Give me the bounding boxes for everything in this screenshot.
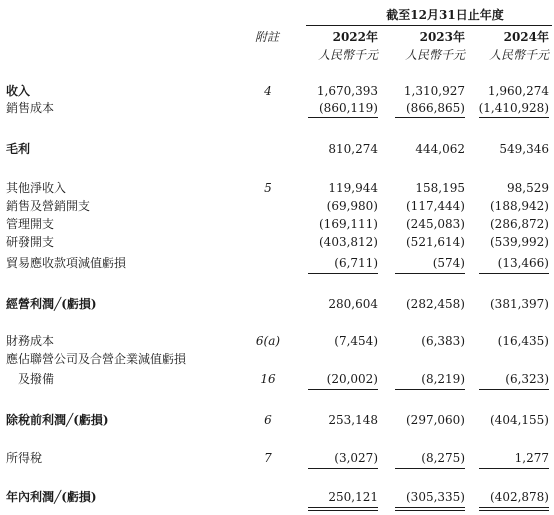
row-label-other-net-income: 其他淨收入	[6, 181, 67, 195]
subtotal-rule	[479, 273, 549, 274]
note-column-heading: 附註	[255, 30, 280, 44]
cell-rd-expenses-2022: (403,812)	[319, 235, 378, 249]
total-double-rule	[308, 507, 378, 511]
cell-gross-profit-2023: 444,062	[415, 142, 465, 156]
cell-profit-before-tax-2024: (404,155)	[490, 413, 549, 427]
cell-gross-profit-2024: 549,346	[499, 142, 549, 156]
subtotal-rule	[395, 117, 465, 118]
cell-operating-profit-2022: 280,604	[328, 297, 378, 311]
cell-revenue-2024: 1,960,274	[487, 84, 549, 98]
cell-cost-of-sales-2022: (860,119)	[319, 101, 378, 115]
year-heading-2024: 2024年	[503, 30, 549, 44]
subtotal-rule	[395, 468, 465, 469]
cell-finance-costs-2024: (16,435)	[497, 334, 549, 348]
cell-admin-expenses-2022: (169,111)	[319, 217, 378, 231]
subtotal-rule	[308, 468, 378, 469]
row-label-gross-profit: 毛利	[6, 142, 31, 156]
cell-provisions-2024: (6,323)	[505, 372, 549, 386]
row-label-profit-for-year: 年內利潤╱(虧損)	[6, 490, 97, 504]
cell-operating-profit-2024: (381,397)	[490, 297, 549, 311]
subtotal-rule	[308, 389, 378, 390]
cell-profit-before-tax-2023: (297,060)	[406, 413, 465, 427]
cell-other-net-income-2022: 119,944	[328, 181, 378, 195]
cell-finance-costs-2023: (6,383)	[421, 334, 465, 348]
row-label-impairment-receivables: 貿易應收款項減值虧損	[6, 256, 127, 270]
cell-income-tax-2023: (8,275)	[421, 451, 465, 465]
period-heading-rule	[306, 25, 552, 26]
row-label-finance-costs: 財務成本	[6, 334, 55, 348]
subtotal-rule	[479, 468, 549, 469]
cell-income-tax-2022: (3,027)	[334, 451, 378, 465]
cell-provisions-2022: (20,002)	[326, 372, 378, 386]
cell-profit-for-year-2023: (305,335)	[406, 490, 465, 504]
cell-admin-expenses-2024: (286,872)	[490, 217, 549, 231]
cell-profit-for-year-2022: 250,121	[328, 490, 378, 504]
unit-heading-2024: 人民幣千元	[488, 48, 549, 62]
subtotal-rule	[395, 273, 465, 274]
cell-profit-for-year-2024: (402,878)	[490, 490, 549, 504]
row-label-share-of-impairment: 應佔聯營公司及合營企業減值虧損	[6, 352, 187, 366]
year-heading-2022: 2022年	[332, 30, 378, 44]
cell-other-net-income-2023: 158,195	[415, 181, 465, 195]
cell-profit-before-tax-2022: 253,148	[328, 413, 378, 427]
cell-admin-expenses-2023: (245,083)	[406, 217, 465, 231]
cell-finance-costs-2022: (7,454)	[334, 334, 378, 348]
subtotal-rule	[479, 117, 549, 118]
cell-operating-profit-2023: (282,458)	[406, 297, 465, 311]
cell-selling-expenses-2022: (69,980)	[326, 199, 378, 213]
row-note-finance-costs: 6(a)	[255, 334, 281, 348]
cell-selling-expenses-2023: (117,444)	[406, 199, 465, 213]
row-note-profit-before-tax: 6	[264, 413, 272, 427]
cell-rd-expenses-2023: (521,614)	[406, 235, 465, 249]
row-label-admin-expenses: 管理開支	[6, 217, 55, 231]
row-label-selling-expenses: 銷售及營銷開支	[6, 199, 91, 213]
cell-gross-profit-2022: 810,274	[328, 142, 378, 156]
row-label-operating-profit: 經營利潤╱(虧損)	[6, 297, 97, 311]
row-label-rd-expenses: 研發開支	[6, 235, 55, 249]
unit-heading-2022: 人民幣千元	[317, 48, 378, 62]
cell-cost-of-sales-2023: (866,865)	[406, 101, 465, 115]
row-note-other-net-income: 5	[264, 181, 272, 195]
subtotal-rule	[479, 389, 549, 390]
row-label-revenue: 收入	[6, 84, 31, 98]
unit-heading-2023: 人民幣千元	[404, 48, 465, 62]
row-note-provisions: 16	[260, 372, 276, 386]
cell-revenue-2023: 1,310,927	[403, 84, 465, 98]
row-note-revenue: 4	[264, 84, 272, 98]
row-label-cost-of-sales: 銷售成本	[6, 101, 55, 115]
cell-selling-expenses-2024: (188,942)	[490, 199, 549, 213]
subtotal-rule	[308, 273, 378, 274]
cell-revenue-2022: 1,670,393	[316, 84, 378, 98]
row-label-profit-before-tax: 除稅前利潤╱(虧損)	[6, 413, 109, 427]
period-heading: 截至12月31日止年度	[386, 8, 504, 22]
cell-impairment-receivables-2022: (6,711)	[334, 256, 378, 270]
total-double-rule	[479, 507, 549, 511]
row-label-income-tax: 所得稅	[6, 451, 43, 465]
row-note-income-tax: 7	[264, 451, 272, 465]
cell-impairment-receivables-2024: (13,466)	[497, 256, 549, 270]
total-double-rule	[395, 507, 465, 511]
cell-cost-of-sales-2024: (1,410,928)	[478, 101, 549, 115]
cell-other-net-income-2024: 98,529	[507, 181, 549, 195]
cell-provisions-2023: (8,219)	[421, 372, 465, 386]
year-heading-2023: 2023年	[419, 30, 465, 44]
cell-income-tax-2024: 1,277	[514, 451, 549, 465]
subtotal-rule	[308, 117, 378, 118]
cell-rd-expenses-2024: (539,992)	[490, 235, 549, 249]
cell-impairment-receivables-2023: (574)	[432, 256, 465, 270]
row-label-provisions: 及撥備	[18, 372, 55, 386]
subtotal-rule	[395, 389, 465, 390]
